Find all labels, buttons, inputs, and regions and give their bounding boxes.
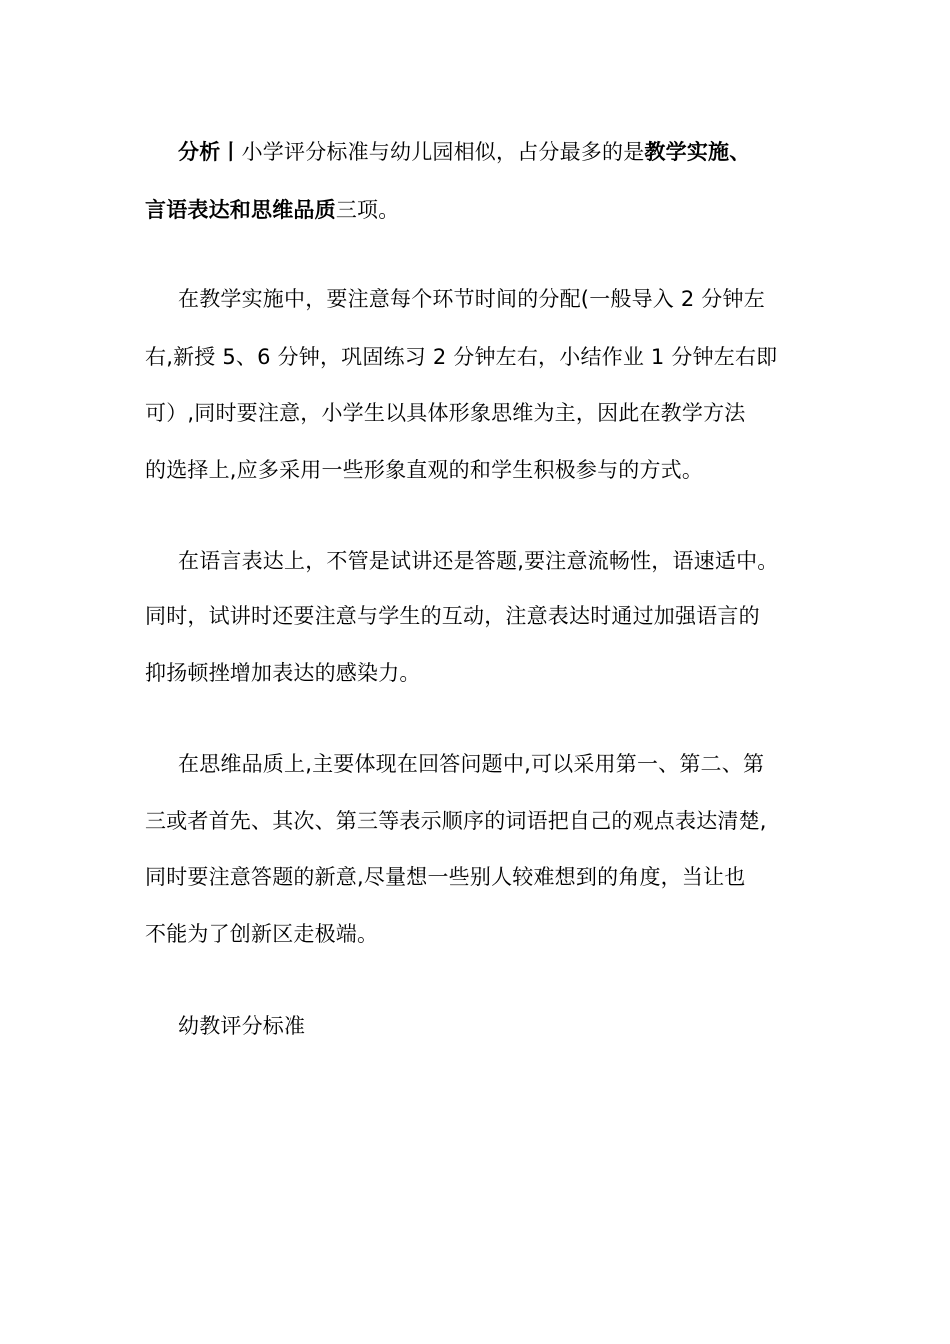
thinking-paragraph-line-3: 同时要注意答题的新意,尽量想一些别人较难想到的角度，当让也 [145,865,746,889]
thinking-paragraph-line-2: 三或者首先、其次、第三等表示顺序的词语把自己的观点表达清楚, [145,809,767,833]
teaching-paragraph-line-4: 的选择上,应多采用一些形象直观的和学生积极参与的方式。 [145,458,704,482]
analysis-text: 小学评分标准与幼儿园相似，占分最多的是 [241,140,645,164]
expression-paragraph-line-1: 在语言表达上，不管是试讲还是答题,要注意流畅性，语速适中。 [178,549,779,573]
expression-paragraph-line-2: 同时，试讲时还要注意与学生的互动，注意表达时通过加强语言的 [145,604,760,628]
kindergarten-criteria-heading: 幼教评分标准 [178,1014,306,1038]
analysis-label: 分析丨 [178,140,242,164]
analysis-emphasis-2: 言语表达和思维品质 [145,198,336,222]
expression-paragraph-line-3: 抑扬顿挫增加表达的感染力。 [145,661,421,685]
thinking-paragraph-line-1: 在思维品质上,主要体现在回答问题中,可以采用第一、第二、第 [178,752,765,776]
analysis-line-2 [145,195,399,225]
analysis-text-end: 三项。 [335,198,400,222]
teaching-paragraph-line-3: 可）,同时要注意，小学生以具体形象思维为主，因此在教学方法 [145,401,746,425]
analysis-line-1 [178,137,750,167]
teaching-paragraph-line-2: 右,新授 5、6 分钟，巩固练习 2 分钟左右，小结作业 1 分钟左右即 [145,345,778,369]
teaching-paragraph-line-1: 在教学实施中，要注意每个环节时间的分配(一般导入 2 分钟左 [178,287,765,311]
thinking-paragraph-line-4: 不能为了创新区走极端。 [145,922,379,946]
analysis-emphasis-1: 教学实施、 [644,140,751,164]
